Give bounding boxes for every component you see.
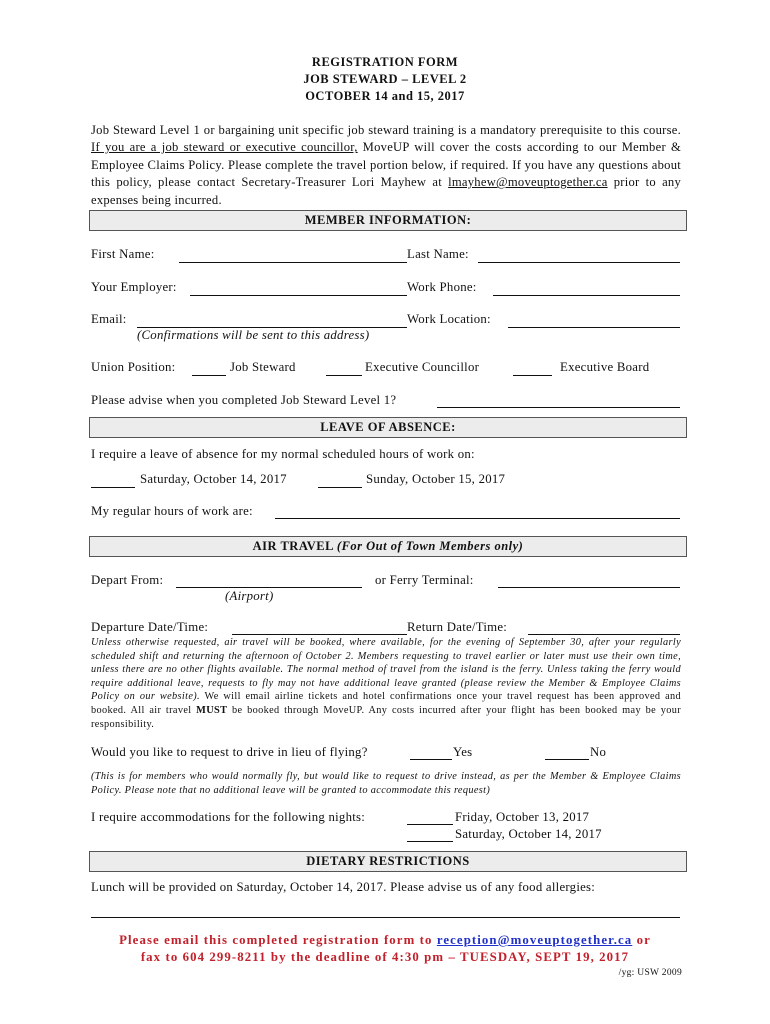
drive-no-checkbox[interactable] (545, 759, 589, 760)
job-steward-checkbox[interactable] (192, 375, 226, 376)
depart-from-label: Depart From: (91, 573, 164, 587)
air-travel-heading-note: (For Out of Town Members only) (336, 539, 524, 553)
accommodation-saturday-checkbox[interactable] (407, 841, 453, 842)
work-location-field[interactable] (508, 327, 680, 328)
form-title: REGISTRATION FORM (311, 55, 459, 69)
dietary-restrictions-heading: DIETARY RESTRICTIONS (89, 851, 687, 872)
ferry-terminal-field[interactable] (498, 587, 680, 588)
exec-board-option: Executive Board (560, 360, 650, 374)
first-name-field[interactable] (179, 262, 407, 263)
last-name-field[interactable] (478, 262, 680, 263)
departure-date-field[interactable] (232, 634, 407, 635)
intro-text-2: MoveUP will cover the costs according to our Member & Employee Claims Policy. Please complete the travel portion below, if required. If you have any questions about this policy, please contact Secretary-Treasurer Lori Mayhew at (91, 140, 681, 190)
regular-hours-field[interactable] (275, 518, 680, 519)
accommodation-friday-checkbox[interactable] (407, 824, 453, 825)
email-confirmation-note: (Confirmations will be sent to this address) (137, 328, 370, 342)
intro-text-1: Job Steward Level 1 or bargaining unit specific job steward training is a mandatory prerequisite to this course. (91, 123, 681, 137)
leave-saturday-checkbox[interactable] (91, 487, 135, 488)
depart-from-field[interactable] (176, 587, 362, 588)
work-phone-label: Work Phone: (407, 280, 477, 294)
level1-question: Please advise when you completed Job Steward Level 1? (91, 393, 397, 407)
work-phone-field[interactable] (493, 295, 680, 296)
air-travel-heading (89, 536, 687, 557)
drive-no-option: No (590, 745, 607, 759)
accommodation-friday-option: Friday, October 13, 2017 (455, 810, 590, 824)
food-allergies-field[interactable] (91, 917, 680, 918)
airport-note: (Airport) (225, 589, 274, 603)
departure-date-label: Departure Date/Time: (91, 620, 209, 634)
contact-email-link[interactable]: lmayhew@moveuptogether.ca (448, 175, 608, 190)
return-date-field[interactable] (528, 634, 680, 635)
ferry-terminal-label: or Ferry Terminal: (375, 573, 474, 587)
employer-field[interactable] (190, 295, 407, 296)
return-date-label: Return Date/Time: (407, 620, 508, 634)
air-travel-notice (91, 636, 681, 731)
intro-text-underlined: If you are a job steward or executive councillor, (91, 140, 358, 155)
form-code: /yg: USW 2009 (618, 968, 682, 978)
reception-email-link[interactable]: reception@moveuptogether.ca (436, 933, 633, 947)
air-travel-notice-italic: Unless otherwise requested, air travel will be booked, where available, for the evening of September 30, after your regularly scheduled shift and returning the afternoon of October 2. Members requesting to travel earlier or later must use their own time, unless there are no other flights available. The normal method of travel from the island is the ferry. Unless taking the ferry would require additional leave, requests to fly may not have additional leave granted (please review the Member & Employee Claims Policy on our website). (91, 637, 681, 703)
leave-sunday-option: Sunday, October 15, 2017 (366, 472, 506, 486)
member-information-heading: MEMBER INFORMATION: (89, 210, 687, 231)
submission-text-1: Please email this completed registration form to (119, 933, 437, 947)
submission-instructions-line1 (0, 933, 770, 948)
regular-hours-label: My regular hours of work are: (91, 504, 253, 518)
intro-text-3: prior to any expenses being incurred. (91, 175, 682, 207)
form-dates: OCTOBER 14 and 15, 2017 (305, 89, 465, 103)
exec-board-checkbox[interactable] (513, 375, 552, 376)
employer-label: Your Employer: (91, 280, 177, 294)
air-travel-notice-text-1: We will email airline tickets and hotel confirmations once your travel request has been approved and booked. All air travel (91, 691, 682, 716)
accommodation-saturday-option: Saturday, October 14, 2017 (455, 827, 602, 841)
first-name-label: First Name: (91, 247, 155, 261)
email-label: Email: (91, 312, 127, 326)
drive-yes-option: Yes (453, 745, 473, 759)
drive-question: Would you like to request to drive in lieu of flying? (91, 745, 368, 759)
leave-sunday-checkbox[interactable] (318, 487, 362, 488)
dietary-statement: Lunch will be provided on Saturday, October 14, 2017. Please advise us of any food allergies: (91, 880, 596, 894)
leave-statement: I require a leave of absence for my normal scheduled hours of work on: (91, 447, 475, 461)
air-travel-notice-text-2: be booked through MoveUP. Any costs incurred after your flight has been booked may be your responsibility. (91, 704, 682, 730)
submission-text-2: or (632, 933, 651, 947)
air-travel-heading-main: AIR TRAVEL (252, 539, 337, 553)
level1-date-field[interactable] (437, 407, 680, 408)
union-position-label: Union Position: (91, 360, 176, 374)
form-subtitle: JOB STEWARD – LEVEL 2 (303, 72, 467, 86)
accommodation-label: I require accommodations for the following nights: (91, 810, 366, 824)
work-location-label: Work Location: (407, 312, 491, 326)
drive-note: (This is for members who would normally fly, but would like to request to drive instead, as per the Member & Employee Claims Policy. Please note that no additional leave will be granted to accommodate this request) (91, 771, 681, 796)
leave-of-absence-heading: LEAVE OF ABSENCE: (89, 417, 687, 438)
air-travel-notice-must: MUST (196, 704, 228, 716)
exec-councillor-option: Executive Councillor (365, 360, 480, 374)
submission-instructions-line2: fax to 604 299-8211 by the deadline of 4:30 pm – TUESDAY, SEPT 19, 2017 (140, 950, 630, 964)
exec-councillor-checkbox[interactable] (326, 375, 362, 376)
leave-saturday-option: Saturday, October 14, 2017 (140, 472, 287, 486)
job-steward-option: Job Steward (230, 360, 296, 374)
last-name-label: Last Name: (407, 247, 469, 261)
drive-yes-checkbox[interactable] (410, 759, 452, 760)
intro-paragraph (91, 122, 681, 209)
